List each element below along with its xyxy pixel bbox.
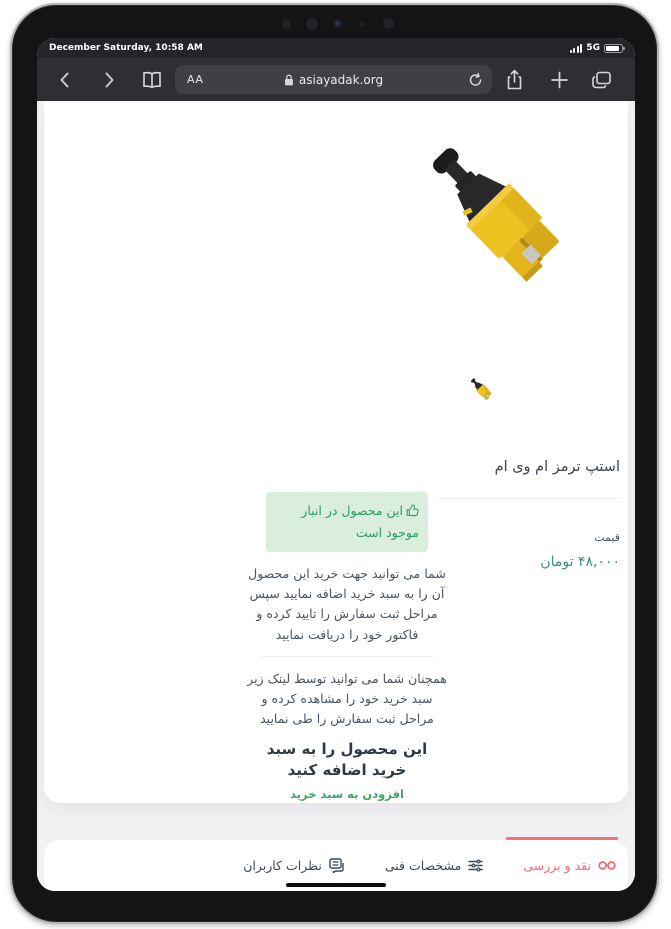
reload-button[interactable] [468,72,483,87]
home-indicator[interactable] [286,883,386,888]
address-bar[interactable] [175,65,492,94]
active-tab-indicator [506,837,618,840]
product-description-2: همچنان شما می توانید توسط لینک زیر سبد خرید خود را مشاهده کرده و مراحل ثبت سفارش را طی نمایید [247,670,447,727]
bookmarks-icon[interactable] [141,71,163,89]
status-bar [37,38,635,58]
url-text: asiayadak.org [298,72,384,87]
lock-icon [284,74,294,86]
share-icon[interactable] [505,69,524,91]
product-title: استپ ترمز ام وی ام [494,459,620,475]
tab-specifications-label: مشخصات فنی [384,858,462,873]
price-value: ۴۸,۰۰۰ تومان [540,554,620,570]
purchase-column [247,492,447,801]
front-camera [306,18,318,30]
tab-user-comments[interactable] [243,858,345,873]
battery-icon [604,44,623,53]
thumbs-up-icon [406,504,419,517]
add-to-cart-link[interactable]: افزودن به سبد خرید [290,787,404,801]
stock-availability-text: این محصول در انبار موجود است [301,503,419,540]
screen [37,38,635,891]
tab-overview-icon[interactable] [591,70,612,89]
back-button[interactable] [55,70,75,90]
tab-reviews[interactable] [523,858,616,873]
divider [261,656,433,657]
add-to-cart-heading: این محصول را به سبد خرید اضافه کنید [266,739,428,780]
browser-toolbar [37,58,635,101]
reader-options-button[interactable]: AA [187,73,204,86]
product-image [390,109,610,329]
tab-specifications[interactable] [385,858,483,873]
price-label: قیمت [594,531,620,544]
divider [439,498,620,499]
tab-reviews-label: نقد و بررسی [523,858,591,873]
sensor-dot [359,22,364,27]
product-thumbnail[interactable] [464,372,500,408]
ipad-device-frame [10,3,659,924]
product-description-1: شما می توانید جهت خرید این محصول آن را به سبد خرید اضافه نمایید سپس مراحل ثبت سفارش را تایید کرده و فاکتور خود را دریافت نمایید [248,565,446,642]
network-type-label: 5G [586,43,600,53]
page-content [37,101,635,891]
tab-user-comments-label: نظرات کاربران [243,858,322,873]
camera-lens-glint [335,21,340,26]
sensor-dot [282,20,291,29]
new-tab-icon[interactable] [550,70,569,89]
forward-button[interactable] [99,70,119,90]
cellular-signal-icon [570,44,583,53]
stock-availability-badge [266,492,428,552]
spec-list-icon [468,859,483,872]
review-glasses-icon [598,860,616,871]
product-card [44,101,628,803]
chat-bubbles-icon [329,858,345,873]
sensor-dot [383,18,394,29]
status-datetime: December Saturday, 10:58 AM [49,43,203,53]
